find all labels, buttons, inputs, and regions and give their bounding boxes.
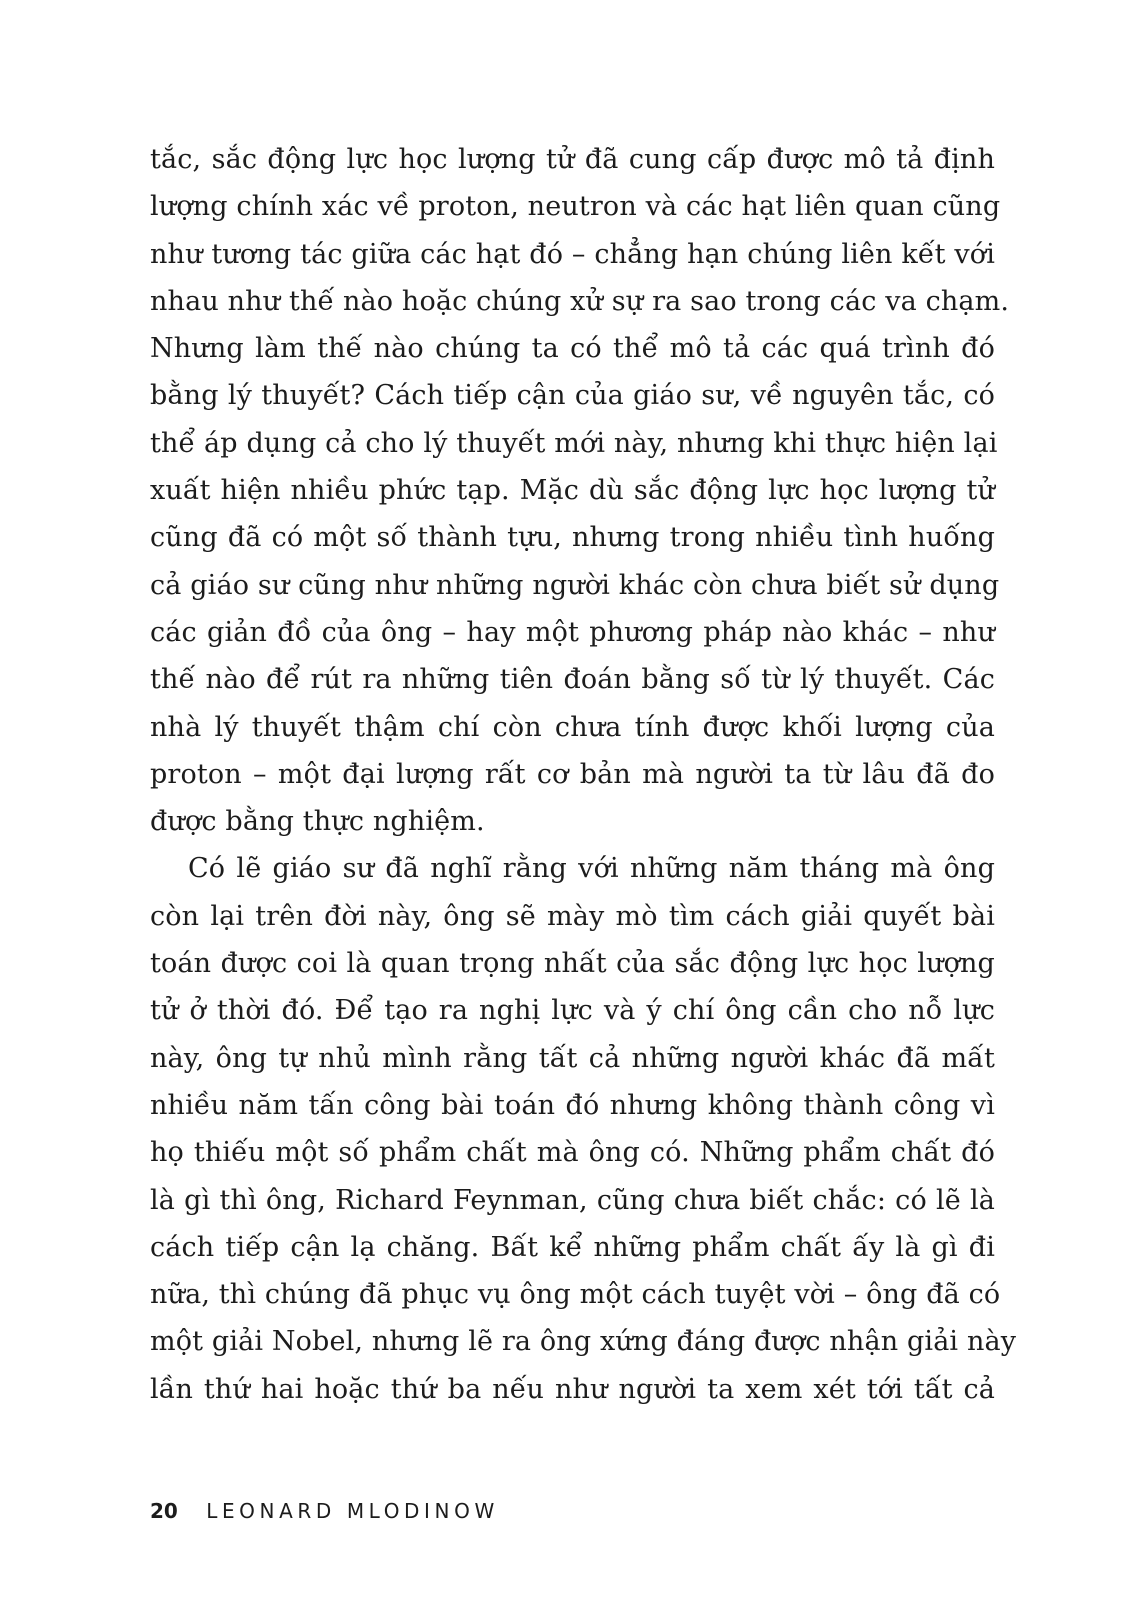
text-line: nhà lý thuyết thậm chí còn chưa tính được khối lượng của (150, 711, 995, 743)
text-line: Nhưng làm thế nào chúng ta có thể mô tả các quá trình đó (150, 333, 995, 365)
text-line: thể áp dụng cả cho lý thuyết mới này, nhưng khi thực hiện lại (150, 427, 998, 459)
text-line: là gì thì ông, Richard Feynman, cũng chưa biết chắc: có lẽ là (150, 1184, 995, 1216)
text-line: lần thứ hai hoặc thứ ba nếu như người ta xem xét tới tất cả (150, 1373, 995, 1405)
paragraph-1 (150, 136, 1010, 845)
text-line: cả giáo sư cũng như những người khác còn chưa biết sử dụng (150, 569, 1000, 601)
text-line: xuất hiện nhiều phức tạp. Mặc dù sắc động lực học lượng tử (150, 475, 995, 507)
text-line: tắc, sắc động lực học lượng tử đã cung cấp được mô tả định (150, 144, 995, 175)
text-line: còn lại trên đời này, ông sẽ mày mò tìm cách giải quyết bài (150, 900, 995, 932)
paragraph-2 (150, 845, 1017, 1413)
text-line: nhau như thế nào hoặc chúng xử sự ra sao trong các va chạm. (150, 285, 1010, 317)
text-line: proton – một đại lượng rất cơ bản mà người ta từ lâu đã đo (150, 758, 995, 790)
page-footer (150, 1498, 499, 1524)
text-line: được bằng thực nghiệm. (150, 806, 485, 838)
text-line: nữa, thì chúng đã phục vụ ông một cách tuyệt vời – ông đã có (150, 1279, 1001, 1311)
text-line: các giản đồ của ông – hay một phương pháp nào khác – như (150, 616, 995, 648)
text-line: lượng chính xác về proton, neutron và các hạt liên quan cũng (150, 191, 1001, 223)
body-text (150, 136, 1017, 1413)
text-line: này, ông tự nhủ mình rằng tất cả những người khác đã mất (150, 1042, 995, 1074)
text-line: một giải Nobel, nhưng lẽ ra ông xứng đáng được nhận giải này (150, 1326, 1017, 1358)
text-line: Có lẽ giáo sư đã nghĩ rằng với những năm tháng mà ông (188, 853, 995, 885)
running-head-author: LEONARD MLODINOW (206, 1499, 499, 1523)
page-number: 20 (150, 1499, 178, 1523)
text-line: cách tiếp cận lạ chăng. Bất kể những phẩm chất ấy là gì đi (150, 1231, 995, 1263)
text-line: nhiều năm tấn công bài toán đó nhưng không thành công vì (150, 1089, 995, 1121)
text-line: cũng đã có một số thành tựu, nhưng trong nhiều tình huống (150, 522, 995, 554)
text-line: toán được coi là quan trọng nhất của sắc động lực học lượng (150, 948, 995, 980)
text-line: như tương tác giữa các hạt đó – chẳng hạn chúng liên kết với (150, 238, 995, 270)
text-line: bằng lý thuyết? Cách tiếp cận của giáo sư, về nguyên tắc, có (150, 380, 995, 412)
text-line: họ thiếu một số phẩm chất mà ông có. Những phẩm chất đó (150, 1137, 995, 1169)
text-line: tử ở thời đó. Để tạo ra nghị lực và ý chí ông cần cho nỗ lực (150, 995, 995, 1027)
text-line: thế nào để rút ra những tiên đoán bằng số từ lý thuyết. Các (150, 664, 995, 696)
